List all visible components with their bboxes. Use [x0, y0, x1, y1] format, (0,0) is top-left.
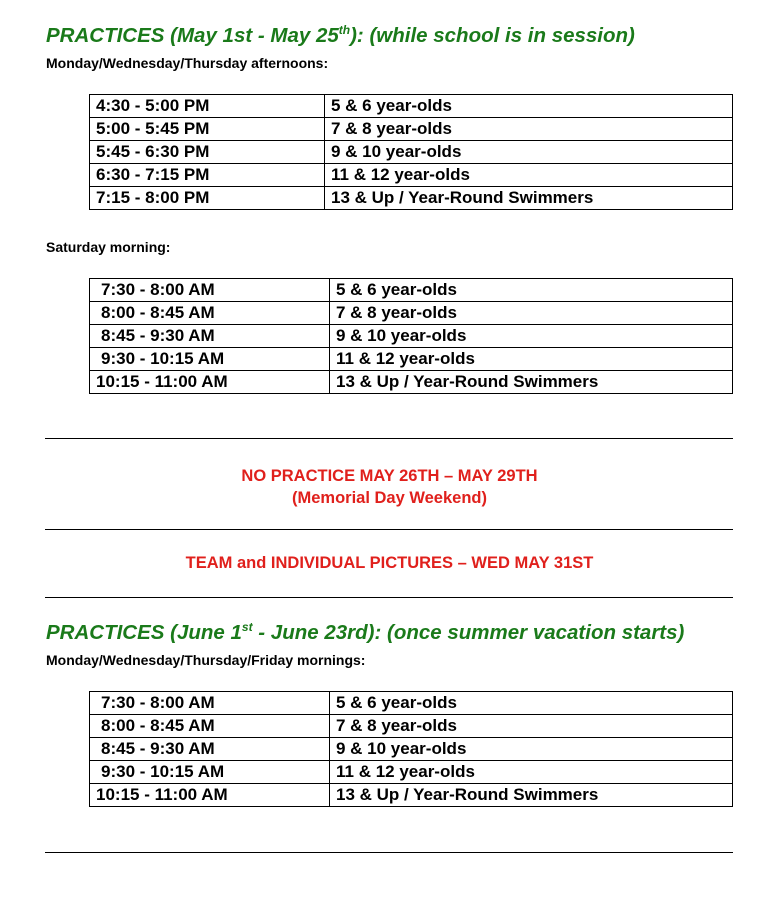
time-cell: 8:45 - 9:30 AM	[90, 325, 330, 348]
saturday-schedule-table	[89, 278, 733, 394]
divider	[45, 852, 733, 853]
pictures-notice: TEAM and INDIVIDUAL PICTURES – WED MAY 31ST	[185, 554, 594, 572]
time-cell: 10:15 - 11:00 AM	[90, 784, 330, 807]
weekday-mornings-label: Monday/Wednesday/Thursday/Friday mornings:	[46, 652, 366, 668]
group-cell: 13 & Up / Year-Round Swimmers	[325, 187, 733, 210]
time-cell: 7:30 - 8:00 AM	[90, 279, 330, 302]
group-cell: 11 & 12 year-olds	[325, 164, 733, 187]
group-cell: 13 & Up / Year-Round Swimmers	[330, 371, 733, 394]
time-cell: 5:45 - 6:30 PM	[90, 141, 325, 164]
table-row	[90, 348, 733, 371]
table-row	[90, 692, 733, 715]
table-row	[90, 784, 733, 807]
time-cell: 8:45 - 9:30 AM	[90, 738, 330, 761]
table-row	[90, 95, 733, 118]
time-cell: 5:00 - 5:45 PM	[90, 118, 325, 141]
divider	[45, 597, 733, 598]
group-cell: 5 & 6 year-olds	[325, 95, 733, 118]
saturday-morning-label: Saturday morning:	[46, 239, 171, 255]
table-row	[90, 141, 733, 164]
divider	[45, 529, 733, 530]
weekday-afternoons-label: Monday/Wednesday/Thursday afternoons:	[46, 55, 329, 71]
group-cell: 7 & 8 year-olds	[330, 715, 733, 738]
group-cell: 9 & 10 year-olds	[330, 738, 733, 761]
table-row	[90, 761, 733, 784]
group-cell: 7 & 8 year-olds	[325, 118, 733, 141]
group-cell: 5 & 6 year-olds	[330, 279, 733, 302]
time-cell: 9:30 - 10:15 AM	[90, 761, 330, 784]
group-cell: 11 & 12 year-olds	[330, 761, 733, 784]
table-row	[90, 371, 733, 394]
time-cell: 9:30 - 10:15 AM	[90, 348, 330, 371]
group-cell: 7 & 8 year-olds	[330, 302, 733, 325]
no-practice-notice: NO PRACTICE MAY 26TH – MAY 29TH	[241, 467, 538, 485]
table-row	[90, 118, 733, 141]
group-cell: 9 & 10 year-olds	[325, 141, 733, 164]
table-row	[90, 302, 733, 325]
memorial-day-note: (Memorial Day Weekend)	[291, 489, 487, 507]
table-row	[90, 715, 733, 738]
group-cell: 9 & 10 year-olds	[330, 325, 733, 348]
time-cell: 8:00 - 8:45 AM	[90, 715, 330, 738]
table-row	[90, 187, 733, 210]
table-row	[90, 164, 733, 187]
group-cell: 5 & 6 year-olds	[330, 692, 733, 715]
group-cell: 11 & 12 year-olds	[330, 348, 733, 371]
time-cell: 10:15 - 11:00 AM	[90, 371, 330, 394]
afternoon-schedule-table	[89, 94, 733, 210]
section2-heading: PRACTICES (June 1st - June 23rd): (once summer vacation starts)	[46, 620, 685, 644]
time-cell: 6:30 - 7:15 PM	[90, 164, 325, 187]
time-cell: 8:00 - 8:45 AM	[90, 302, 330, 325]
table-row	[90, 738, 733, 761]
section1-heading: PRACTICES (May 1st - May 25th): (while school is in session)	[46, 23, 635, 47]
summer-schedule-table	[89, 691, 733, 807]
table-row	[90, 279, 733, 302]
table-row	[90, 325, 733, 348]
time-cell: 7:15 - 8:00 PM	[90, 187, 325, 210]
group-cell: 13 & Up / Year-Round Swimmers	[330, 784, 733, 807]
divider	[45, 438, 733, 439]
time-cell: 4:30 - 5:00 PM	[90, 95, 325, 118]
time-cell: 7:30 - 8:00 AM	[90, 692, 330, 715]
